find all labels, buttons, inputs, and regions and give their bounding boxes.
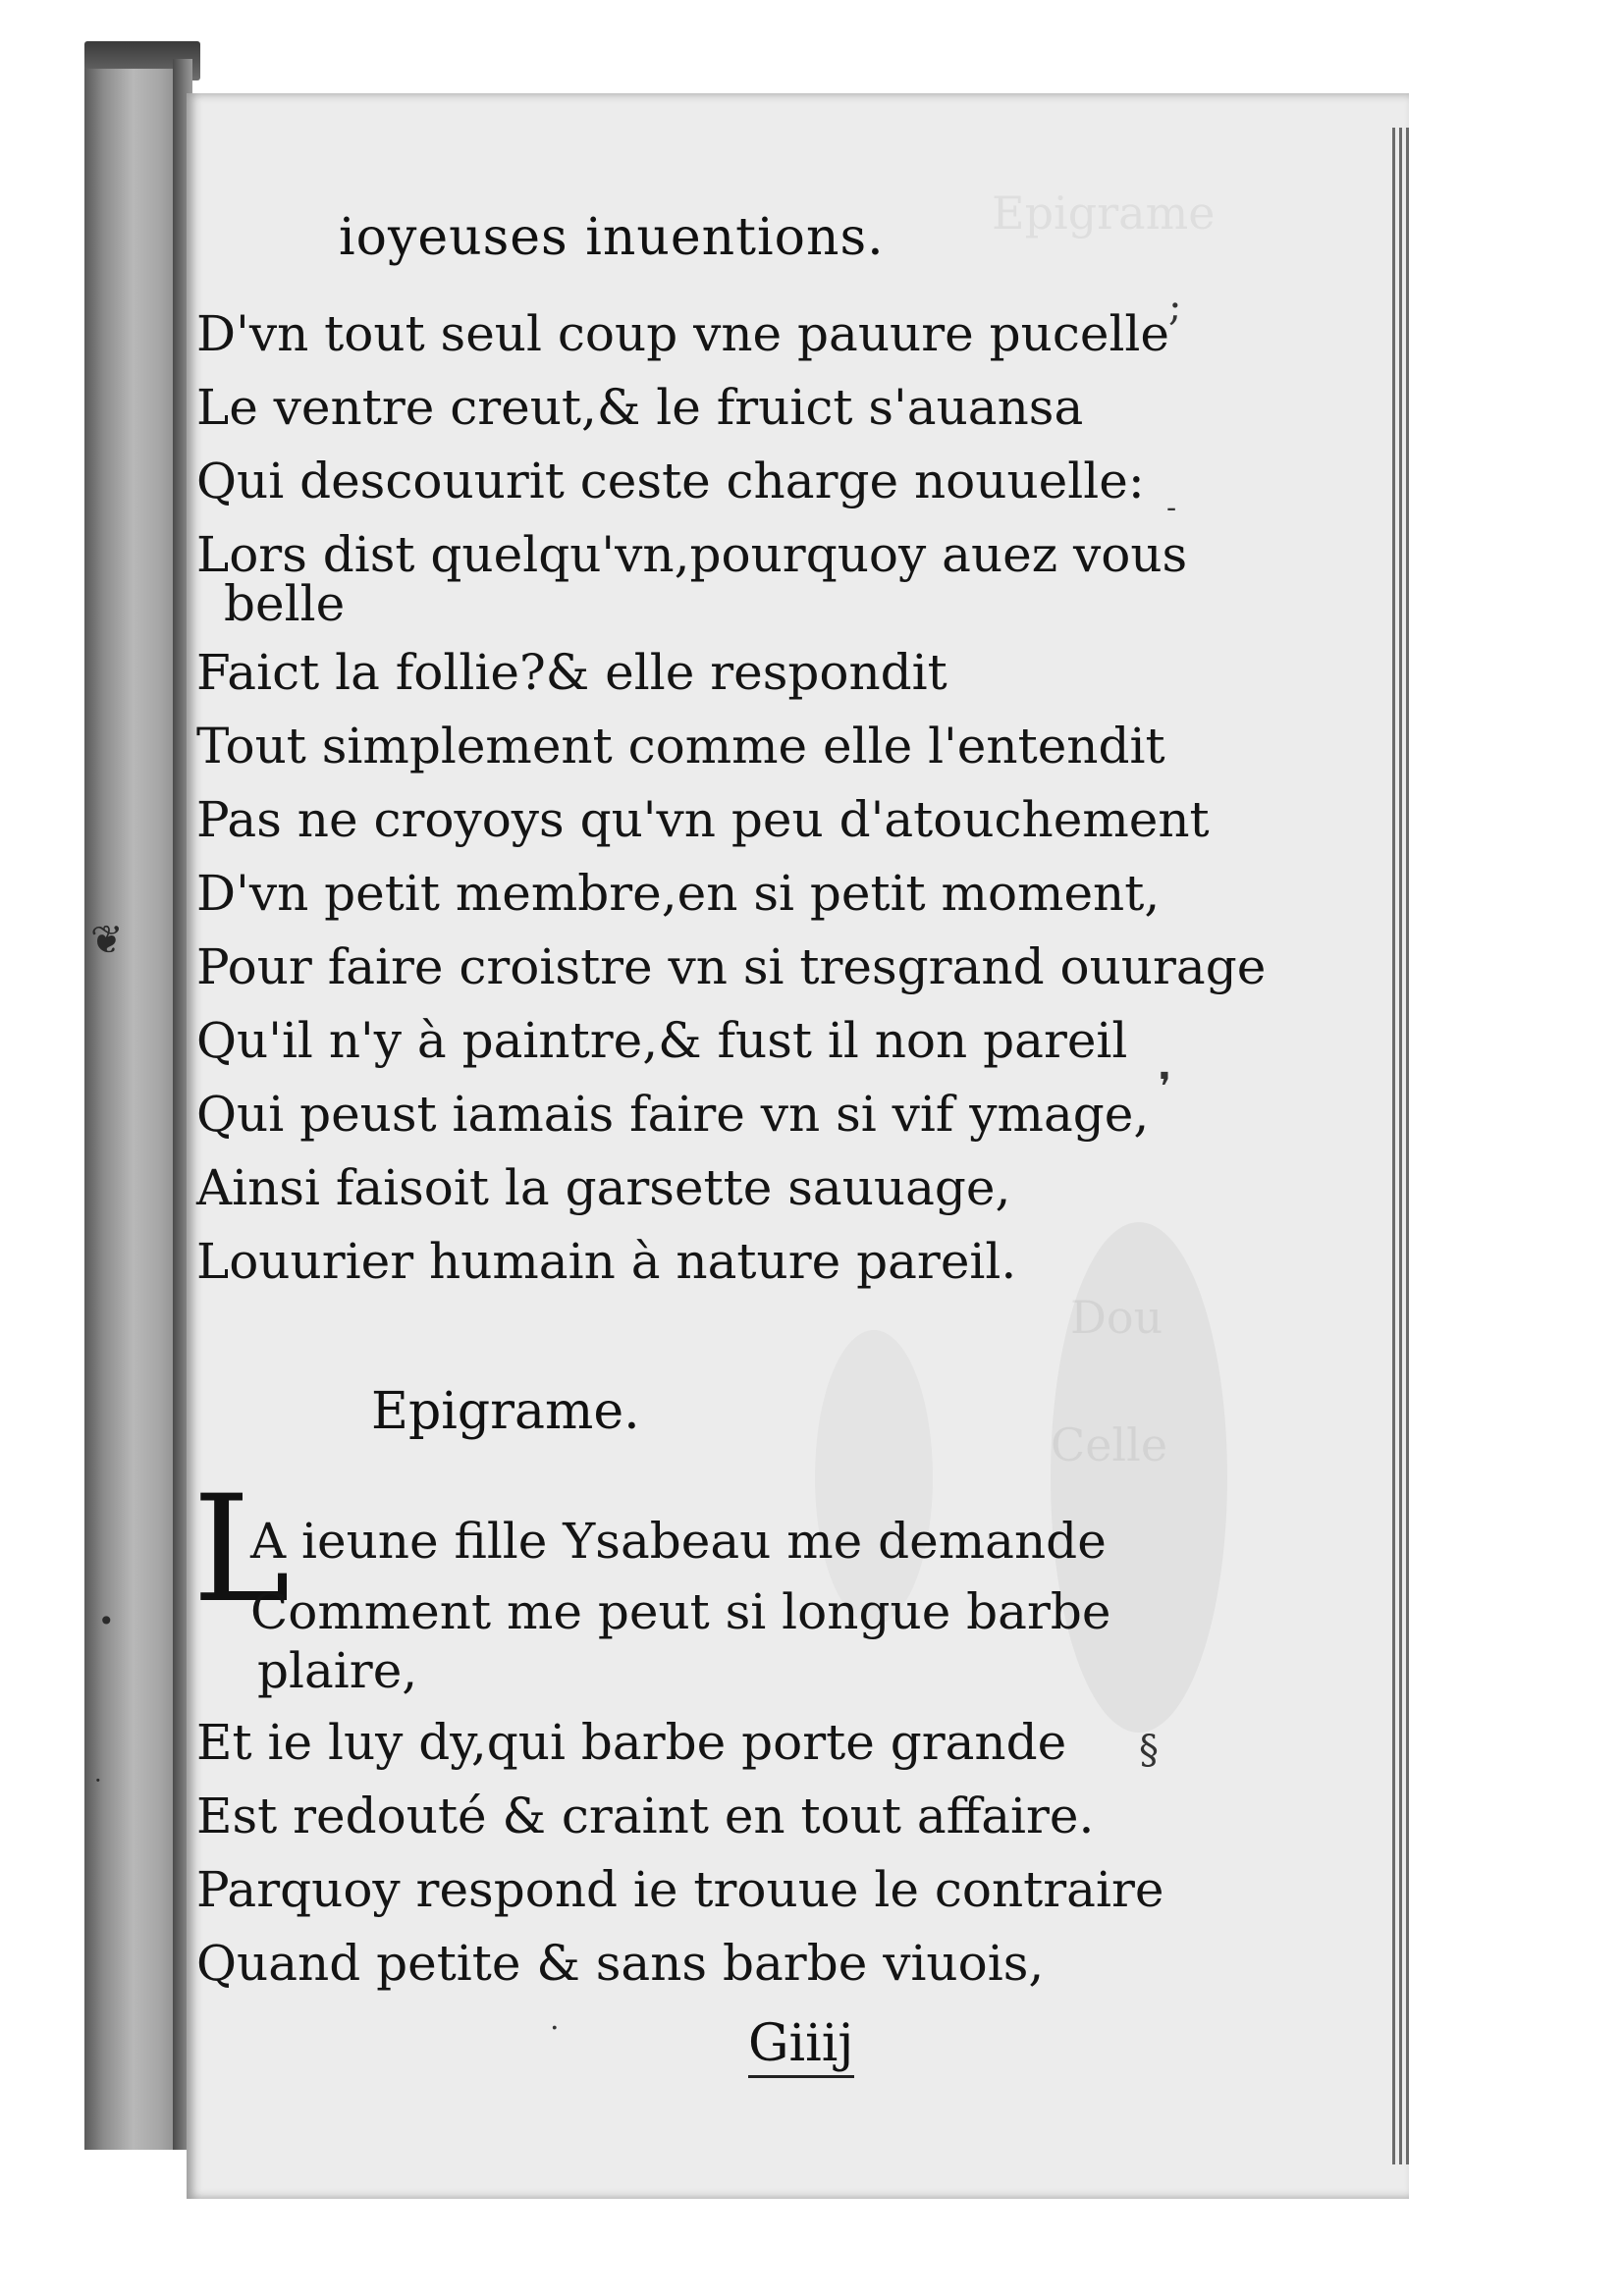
margin-mark: .: [550, 2002, 560, 2037]
verse-line: Louurier humain à nature pareil.: [196, 1233, 1017, 1290]
verse-line: Tout simplement comme elle l'entendit: [196, 718, 1165, 774]
verse-line: Et ie luy dy,qui barbe porte grande: [196, 1714, 1067, 1771]
bleed-dot: ·: [94, 1767, 102, 1794]
signature-mark: Giiij: [748, 2014, 854, 2078]
verse-line: Pour faire croistre vn si tresgrand ouurage: [196, 938, 1267, 995]
verse-line: Ainsi faisoit la garsette sauuage,: [196, 1159, 1011, 1216]
verse-line: Lors dist quelqu'vn,pourquoy auez vous: [196, 526, 1188, 583]
verse-line: A ieune fille Ysabeau me demande: [250, 1513, 1107, 1570]
verse-line: Parquoy respond ie trouue le contraire: [196, 1861, 1164, 1918]
verse-line: Le ventre creut,& le fruict s'auansa: [196, 379, 1084, 436]
paper-stain: [815, 1330, 933, 1625]
verse-line: Quand petite & sans barbe viuois,: [196, 1935, 1045, 1992]
verse-line: D'vn tout seul coup vne pauure pucelle: [196, 305, 1170, 362]
show-through-text: Dou: [1070, 1291, 1163, 1344]
bleed-ornament: ❦: [90, 918, 124, 963]
verse-line-continuation: plaire,: [257, 1642, 418, 1699]
verse-line: Faict la follie?& elle respondit: [196, 644, 947, 701]
section-heading: Epigrame.: [371, 1382, 640, 1441]
show-through-text: Celle: [1051, 1418, 1168, 1471]
drop-cap: L: [192, 1465, 291, 1635]
running-head: ioyeuses inuentions.: [339, 208, 885, 267]
margin-mark: -: [1166, 491, 1177, 525]
verse-line: Qui descouurit ceste charge nouuelle:: [196, 453, 1145, 509]
verse-line: Comment me peut si longue barbe: [250, 1583, 1111, 1640]
verse-line: Est redouté & craint en tout affaire.: [196, 1788, 1095, 1844]
verse-line: D'vn petit membre,en si petit moment,: [196, 865, 1161, 922]
page-edge-line: [1392, 128, 1395, 2164]
show-through-text: Epigrame: [992, 187, 1216, 240]
bleed-dot: •: [98, 1605, 115, 1637]
verse-line: Qu'il n'y à paintre,& fust il non pareil: [196, 1012, 1128, 1069]
verse-line: Qui peust iamais faire vn si vif ymage,: [196, 1086, 1150, 1143]
margin-mark: §: [1139, 1728, 1159, 1773]
page-edge-line: [1399, 128, 1402, 2164]
verse-line-continuation: belle: [224, 575, 346, 632]
margin-mark: ❜: [1159, 1065, 1171, 1110]
page-edge-line: [1406, 128, 1409, 2164]
verse-line: Pas ne croyoys qu'vn peu d'atouchement: [196, 791, 1210, 848]
margin-mark: ;: [1168, 285, 1182, 330]
